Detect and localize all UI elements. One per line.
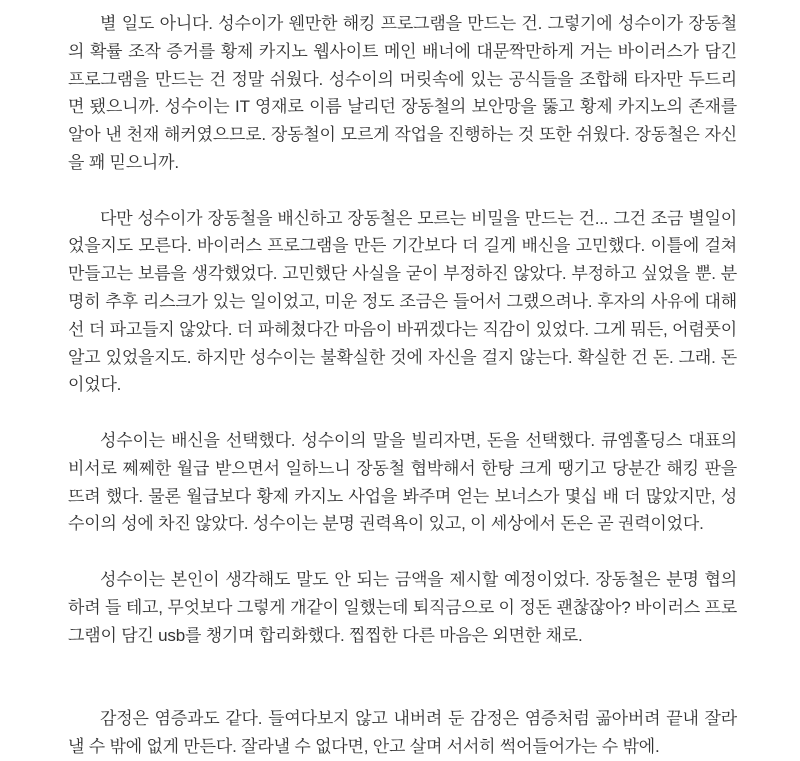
paragraph: 별 일도 아니다. 성수이가 웬만한 해킹 프로그램을 만드는 건. 그렇기에 성수이가 장동철의 확률 조작 증거를 황제 카지노 웹사이트 메인 배너에 대문짝만하게 거는 바이러스가 담긴 프로그램을 만드는 건 정말 쉬웠다. 성수이의 머릿속에 있는 공식들을 조합해 타자만 두드리면 됐으니까. 성수이는 IT 영재로 이름 날리던 장동철의 보안망을 뚫고 황제 카지노의 존재를 알아 낸 천재 해커였으므로. 장동철이 모르게 작업을 진행하는 것 또한 쉬웠다. 장동철은 자신을 꽤 믿으니까. — [68, 14, 737, 172]
paragraph: 다만 성수이가 장동철을 배신하고 장동철은 모르는 비밀을 만드는 건... 그건 조금 별일이었을지도 모른다. 바이러스 프로그램을 만든 기간보다 더 길게 배신을 고민했다. 이틀에 걸쳐 만들고는 보름을 생각했었다. 고민했단 사실을 굳이 부정하진 않았다. 부정하고 싶었을 뿐. 분명히 추후 리스크가 있는 일이었고, 미운 정도 조금은 들어서 그랬으려나. 후자의 사유에 대해선 더 파고들지 않았다. 더 파헤쳤다간 마음이 바뀌겠다는 직감이 있었다. 그게 뭐든, 어렴풋이 알고 있었을지도. 하지만 성수이는 불확실한 것에 자신을 걸지 않는다. 확실한 건 돈. 그래. 돈이었다. — [68, 208, 737, 395]
paragraph: 감정은 염증과도 같다. 들여다보지 않고 내버려 둔 감정은 염증처럼 곪아버려 끝내 잘라낼 수 밖에 없게 만든다. 잘라낼 수 없다면, 안고 살며 서서히 썩어들어가는 수 밖에. — [68, 708, 737, 756]
paragraph: 성수이는 본인이 생각해도 말도 안 되는 금액을 제시할 예정이었다. 장동철은 분명 협의하려 들 테고, 무엇보다 그렇게 개같이 일했는데 퇴직금으로 이 정돈 괜찮잖아? 바이러스 프로그램이 담긴 usb를 챙기며 합리화했다. 찝찝한 다른 마음은 외면한 채로. — [68, 569, 737, 645]
paragraph: 성수이는 배신을 선택했다. 성수이의 말을 빌리자면, 돈을 선택했다. 큐엠홀딩스 대표의 비서로 쩨쩨한 월급 받으면서 일하느니 장동철 협박해서 한탕 크게 땡기고 당분간 해킹 판을 뜨려 했다. 물론 월급보다 황제 카지노 사업을 봐주며 얻는 보너스가 몇십 배 더 많았지만, 성수이의 성에 차진 않았다. 성수이는 분명 권력욕이 있고, 이 세상에서 돈은 곧 권력이었다. — [68, 430, 737, 534]
